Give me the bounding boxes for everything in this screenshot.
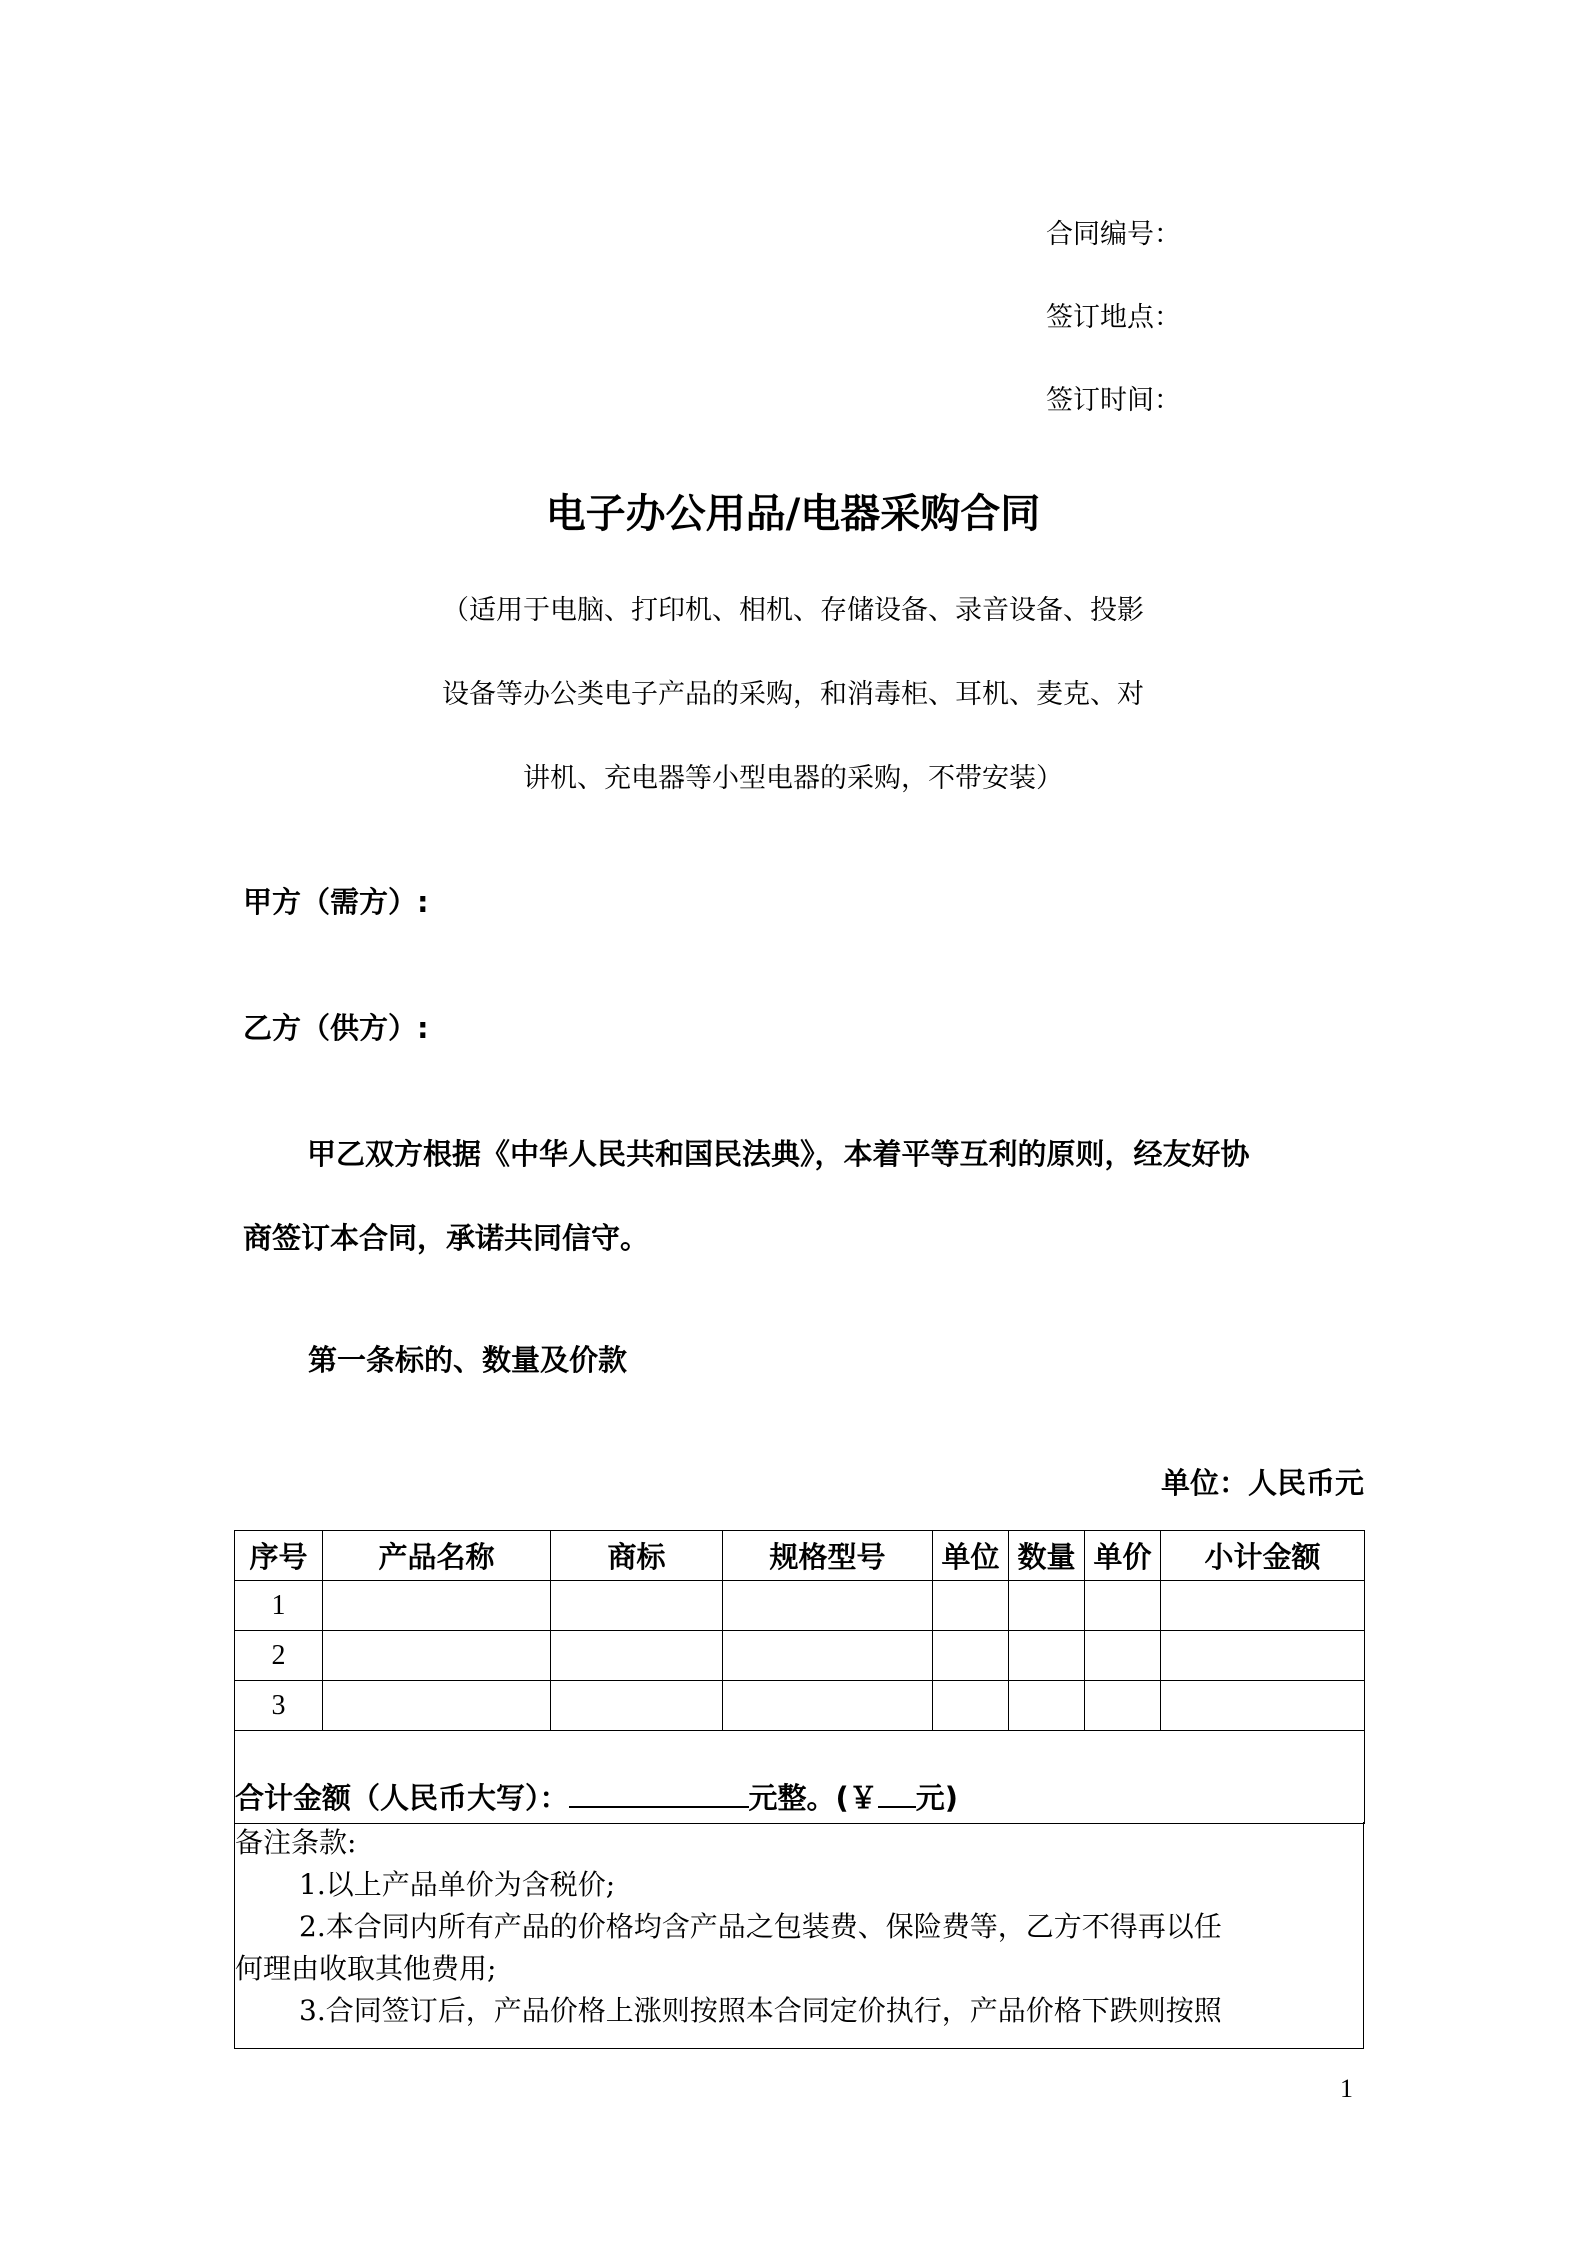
cell-subtotal[interactable]	[1161, 1581, 1365, 1631]
cell-spec[interactable]	[723, 1631, 933, 1681]
notes-heading: 备注条款:	[235, 1826, 357, 1859]
header-quantity: 数量	[1009, 1531, 1085, 1581]
table-header-row	[235, 1531, 1365, 1581]
cell-product-name[interactable]	[323, 1581, 551, 1631]
subtitle-line-3: 讲机、充电器等小型电器的采购，不带安装）	[523, 763, 1063, 794]
subtitle-line-2: 设备等办公类电子产品的采购，和消毒柜、耳机、麦克、对	[442, 679, 1144, 710]
cell-brand[interactable]	[551, 1581, 723, 1631]
total-prefix: 合计金额（人民币大写）：	[235, 1781, 569, 1815]
subtitle-line-1: （适用于电脑、打印机、相机、存储设备、录音设备、投影	[442, 595, 1144, 626]
header-subtotal: 小计金额	[1161, 1531, 1365, 1581]
total-suffix: 元)	[915, 1781, 959, 1815]
table-row	[235, 1581, 1365, 1631]
cell-unit[interactable]	[933, 1681, 1009, 1731]
page-number: 1	[1340, 2074, 1353, 2103]
header-unit-price: 单价	[1085, 1531, 1161, 1581]
row-number: 1	[235, 1581, 323, 1631]
sign-time-label: 签订时间：	[1046, 385, 1181, 416]
total-middle: 元整。(￥	[748, 1781, 878, 1815]
row-number: 2	[235, 1631, 323, 1681]
cell-brand[interactable]	[551, 1631, 723, 1681]
cell-unit-price[interactable]	[1085, 1631, 1161, 1681]
row-number: 3	[235, 1681, 323, 1731]
note-line-1: 1.以上产品单价为含税价;	[299, 1868, 616, 1901]
intro-line-1: 甲乙双方根据《中华人民共和国民法典》，本着平等互利的原则，经友好协	[307, 1137, 1250, 1171]
cell-quantity[interactable]	[1009, 1681, 1085, 1731]
intro-line-2: 商签订本合同，承诺共同信守。	[243, 1221, 650, 1255]
cell-subtotal[interactable]	[1161, 1681, 1365, 1731]
cell-brand[interactable]	[551, 1681, 723, 1731]
cell-unit-price[interactable]	[1085, 1581, 1161, 1631]
document-title: 电子办公用品/电器采购合同	[545, 491, 1041, 537]
header-product-name: 产品名称	[323, 1531, 551, 1581]
items-table	[234, 1530, 1365, 1824]
cell-quantity[interactable]	[1009, 1631, 1085, 1681]
table-row	[235, 1681, 1365, 1731]
party-a-label: 甲方（需方）:	[243, 885, 429, 919]
header-spec: 规格型号	[723, 1531, 933, 1581]
article-1-title: 第一条标的、数量及价款	[308, 1343, 628, 1377]
total-numeric-blank[interactable]	[878, 1780, 916, 1808]
header-unit: 单位	[933, 1531, 1009, 1581]
cell-spec[interactable]	[723, 1681, 933, 1731]
party-b-label: 乙方（供方）:	[243, 1011, 429, 1045]
notes-box	[234, 1822, 1364, 2049]
note-line-2: 2.本合同内所有产品的价格均含产品之包装费、保险费等，乙方不得再以任	[299, 1910, 1222, 1943]
cell-product-name[interactable]	[323, 1681, 551, 1731]
total-row	[235, 1731, 1365, 1824]
note-line-4: 3.合同签订后，产品价格上涨则按照本合同定价执行，产品价格下跌则按照	[299, 1994, 1222, 2027]
header-brand: 商标	[551, 1531, 723, 1581]
note-line-3: 何理由收取其他费用;	[235, 1952, 497, 1985]
sign-place-label: 签订地点：	[1046, 302, 1181, 333]
cell-unit-price[interactable]	[1085, 1681, 1161, 1731]
cell-spec[interactable]	[723, 1581, 933, 1631]
total-capital-blank[interactable]	[569, 1780, 749, 1808]
total-amount-cell	[235, 1731, 1365, 1824]
contract-number-label: 合同编号：	[1046, 219, 1181, 250]
cell-subtotal[interactable]	[1161, 1631, 1365, 1681]
header-no: 序号	[235, 1531, 323, 1581]
table-row	[235, 1631, 1365, 1681]
cell-product-name[interactable]	[323, 1631, 551, 1681]
cell-unit[interactable]	[933, 1581, 1009, 1631]
cell-quantity[interactable]	[1009, 1581, 1085, 1631]
cell-unit[interactable]	[933, 1631, 1009, 1681]
currency-unit-label: 单位：人民币元	[1160, 1466, 1364, 1500]
